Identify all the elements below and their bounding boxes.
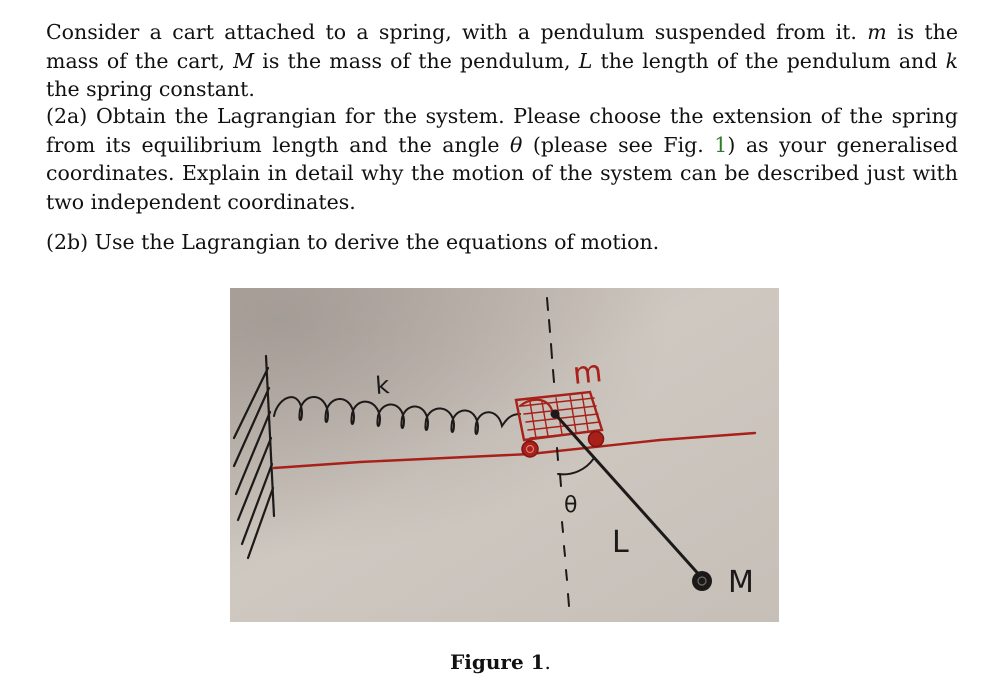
cart-wheel-left [522, 441, 538, 457]
problem-intro: Consider a cart attached to a spring, with a pendulum suspended from it. m is the mass of the cart, M is the mass of the pendulum, L the length of the pendulum and k the spring constant. [46, 20, 959, 101]
figure-caption: Figure 1. [450, 650, 551, 674]
figure-reference-link[interactable]: 1 [714, 132, 728, 157]
figure-photo [230, 288, 779, 622]
cart-pendulum-diagram [230, 288, 779, 622]
label-m: m [571, 354, 604, 392]
label-theta: θ [564, 493, 578, 518]
problem-2a: (2a) Obtain the Lagrangian for the system. Please choose the extension of the spring from its equilibrium length and the angle θ (please see Fig. 1) as your generalised coordinates. Explain in detail why the motion of the system can be described just with two independent coordinates. [46, 104, 958, 214]
label-M: M [728, 565, 754, 600]
pendulum-bob [692, 571, 712, 591]
label-k: k [374, 371, 391, 400]
label-L: L [612, 525, 629, 560]
cart-wheel-right [589, 432, 604, 447]
problem-2b: (2b) Use the Lagrangian to derive the equations of motion. [46, 230, 660, 254]
